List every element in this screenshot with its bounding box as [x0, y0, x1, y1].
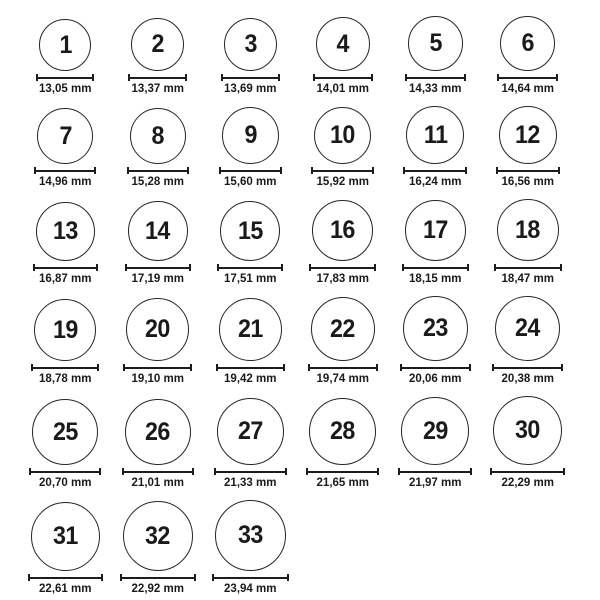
- ring-size-item: [112, 399, 205, 490]
- diameter-line: [311, 167, 374, 174]
- ring-size-item: [112, 298, 205, 386]
- diameter-label: 15,92 mm: [316, 176, 369, 188]
- ring-circle: [32, 399, 98, 465]
- ring-circle: [220, 201, 280, 261]
- ring-circle: [123, 501, 193, 571]
- ring-size-item: [112, 201, 205, 286]
- ring-size-number: 31: [52, 522, 78, 550]
- ring-circle: [493, 396, 562, 465]
- diameter-line: [123, 364, 192, 371]
- ring-size-number: 14: [145, 216, 171, 245]
- ring-size-item: [112, 501, 205, 596]
- ring-circle: [128, 201, 188, 261]
- ring-size-row: [19, 396, 600, 490]
- ring-circle: [314, 107, 371, 164]
- ring-circle: [316, 17, 370, 71]
- diameter-line: [34, 167, 96, 174]
- diameter-line: [405, 74, 466, 81]
- diameter-line: [492, 364, 563, 371]
- diameter-line: [221, 74, 280, 81]
- ring-size-item: [389, 397, 482, 490]
- diameter-line: [398, 468, 472, 475]
- diameter-label: 23,94 mm: [224, 583, 277, 595]
- diameter-line: [497, 74, 558, 81]
- ring-size-number: 19: [52, 315, 78, 344]
- ring-size-number: 25: [52, 417, 78, 446]
- ring-size-item: [297, 398, 390, 490]
- ring-circle: [405, 200, 466, 261]
- diameter-label: 20,06 mm: [409, 373, 462, 385]
- ring-circle: [401, 397, 469, 465]
- ring-size-number: 20: [145, 315, 171, 343]
- diameter-line: [28, 574, 103, 581]
- ring-circle: [126, 298, 189, 361]
- ring-size-item: [19, 299, 112, 386]
- ring-circle: [215, 500, 286, 571]
- ring-circle: [495, 296, 560, 361]
- diameter-label: 21,01 mm: [131, 477, 184, 489]
- ring-size-item: [482, 16, 575, 96]
- ring-size-item: [204, 107, 297, 189]
- ring-circle: [34, 299, 96, 361]
- ring-circle: [36, 202, 95, 261]
- ring-size-item: [297, 200, 390, 286]
- ring-circle: [224, 18, 277, 71]
- ring-size-number: 11: [423, 120, 448, 149]
- diameter-label: 13,05 mm: [39, 83, 92, 95]
- ring-size-item: [482, 106, 575, 189]
- ring-size-number: 23: [422, 314, 448, 342]
- diameter-label: 19,74 mm: [316, 373, 369, 385]
- diameter-line: [212, 574, 289, 581]
- ring-circle: [403, 296, 468, 361]
- diameter-line: [496, 167, 560, 174]
- diameter-label: 20,38 mm: [501, 373, 554, 385]
- ring-circle: [499, 106, 557, 164]
- ring-size-number: 33: [237, 521, 263, 549]
- ring-size-number: 1: [59, 30, 72, 59]
- ring-size-row: [19, 500, 600, 596]
- diameter-line: [217, 264, 283, 271]
- ring-size-item: [297, 297, 390, 386]
- ring-circle: [37, 108, 93, 164]
- diameter-label: 21,97 mm: [409, 477, 462, 489]
- diameter-line: [403, 167, 467, 174]
- diameter-label: 18,78 mm: [39, 373, 92, 385]
- ring-circle: [406, 106, 464, 164]
- ring-size-item: [482, 296, 575, 386]
- ring-size-item: [112, 18, 205, 96]
- ring-circle: [39, 19, 91, 71]
- ring-size-number: 18: [515, 215, 541, 244]
- ring-size-item: [19, 399, 112, 490]
- ring-size-item: [389, 106, 482, 189]
- ring-size-number: 29: [422, 416, 448, 445]
- ring-size-number: 7: [59, 121, 72, 150]
- ring-size-number: 16: [330, 216, 356, 244]
- ring-size-number: 5: [429, 29, 442, 57]
- diameter-line: [125, 264, 191, 271]
- ring-size-number: 30: [515, 416, 541, 444]
- ring-size-item: [19, 502, 112, 596]
- diameter-label: 21,33 mm: [224, 477, 277, 489]
- diameter-label: 18,47 mm: [501, 273, 554, 285]
- ring-size-number: 17: [422, 216, 448, 244]
- ring-circle: [312, 200, 373, 261]
- ring-size-number: 2: [151, 30, 164, 58]
- ring-circle: [309, 398, 376, 465]
- ring-size-number: 24: [515, 314, 541, 342]
- ring-circle: [500, 16, 555, 71]
- ring-size-item: [482, 199, 575, 286]
- ring-circle: [130, 108, 186, 164]
- diameter-line: [31, 364, 99, 371]
- ring-size-item: [389, 16, 482, 96]
- ring-circle: [219, 298, 282, 361]
- diameter-label: 21,65 mm: [316, 477, 369, 489]
- diameter-line: [128, 74, 187, 81]
- ring-circle: [497, 199, 559, 261]
- diameter-label: 16,24 mm: [409, 176, 462, 188]
- diameter-line: [29, 468, 101, 475]
- ring-size-row: [19, 16, 600, 96]
- diameter-label: 16,56 mm: [501, 176, 554, 188]
- diameter-label: 16,87 mm: [39, 273, 92, 285]
- ring-size-number: 3: [244, 30, 257, 58]
- ring-circle: [217, 398, 284, 465]
- ring-size-number: 8: [151, 121, 164, 150]
- ring-size-number: 15: [237, 216, 263, 245]
- diameter-line: [306, 468, 379, 475]
- ring-size-row: [19, 199, 600, 286]
- diameter-label: 20,70 mm: [39, 477, 92, 489]
- ring-size-item: [112, 108, 205, 189]
- diameter-line: [36, 74, 94, 81]
- ring-size-number: 9: [244, 121, 257, 149]
- diameter-label: 14,01 mm: [316, 83, 369, 95]
- ring-size-item: [389, 296, 482, 386]
- diameter-label: 15,28 mm: [131, 176, 184, 188]
- ring-circle: [222, 107, 279, 164]
- ring-size-item: [19, 202, 112, 286]
- ring-size-number: 26: [145, 417, 171, 446]
- ring-size-number: 4: [336, 29, 349, 58]
- diameter-label: 17,51 mm: [224, 273, 277, 285]
- diameter-label: 13,69 mm: [224, 83, 277, 95]
- ring-size-item: [482, 396, 575, 490]
- ring-size-item: [19, 19, 112, 96]
- diameter-label: 22,92 mm: [131, 583, 184, 595]
- diameter-label: 19,42 mm: [224, 373, 277, 385]
- diameter-label: 13,37 mm: [131, 83, 184, 95]
- ring-circle: [131, 18, 184, 71]
- ring-size-number: 10: [330, 121, 356, 149]
- ring-size-item: [204, 298, 297, 386]
- ring-size-number: 6: [521, 29, 534, 57]
- diameter-label: 15,60 mm: [224, 176, 277, 188]
- ring-size-number: 21: [237, 315, 263, 343]
- diameter-line: [127, 167, 189, 174]
- diameter-label: 17,83 mm: [316, 273, 369, 285]
- ring-size-number: 13: [52, 217, 78, 245]
- ring-circle: [408, 16, 463, 71]
- ring-size-row: [19, 296, 600, 386]
- diameter-label: 22,29 mm: [501, 477, 554, 489]
- diameter-label: 14,96 mm: [39, 176, 92, 188]
- ring-size-item: [204, 398, 297, 490]
- ring-size-item: [19, 108, 112, 189]
- diameter-line: [400, 364, 471, 371]
- diameter-line: [120, 574, 196, 581]
- ring-size-item: [297, 17, 390, 96]
- diameter-label: 22,61 mm: [39, 583, 92, 595]
- ring-size-number: 28: [330, 417, 356, 445]
- ring-size-number: 27: [237, 417, 263, 445]
- diameter-line: [402, 264, 469, 271]
- ring-size-item: [204, 201, 297, 286]
- diameter-line: [494, 264, 562, 271]
- ring-size-item: [389, 200, 482, 286]
- ring-size-item: [297, 107, 390, 189]
- diameter-label: 19,10 mm: [131, 373, 184, 385]
- ring-circle: [31, 502, 100, 571]
- ring-size-number: 12: [515, 120, 541, 149]
- ring-size-number: 22: [330, 314, 356, 343]
- diameter-label: 14,33 mm: [409, 83, 462, 95]
- diameter-line: [308, 364, 378, 371]
- diameter-label: 17,19 mm: [131, 273, 184, 285]
- diameter-line: [490, 468, 565, 475]
- diameter-label: 18,15 mm: [409, 273, 462, 285]
- ring-size-number: 32: [145, 521, 171, 550]
- diameter-line: [216, 364, 285, 371]
- ring-size-item: [204, 500, 297, 596]
- diameter-line: [313, 74, 373, 81]
- ring-size-item: [204, 18, 297, 96]
- ring-circle: [311, 297, 375, 361]
- ring-size-row: [19, 106, 600, 189]
- diameter-line: [219, 167, 282, 174]
- diameter-line: [33, 264, 98, 271]
- diameter-label: 14,64 mm: [501, 83, 554, 95]
- diameter-line: [309, 264, 376, 271]
- ring-circle: [125, 399, 191, 465]
- diameter-line: [214, 468, 287, 475]
- diameter-line: [122, 468, 194, 475]
